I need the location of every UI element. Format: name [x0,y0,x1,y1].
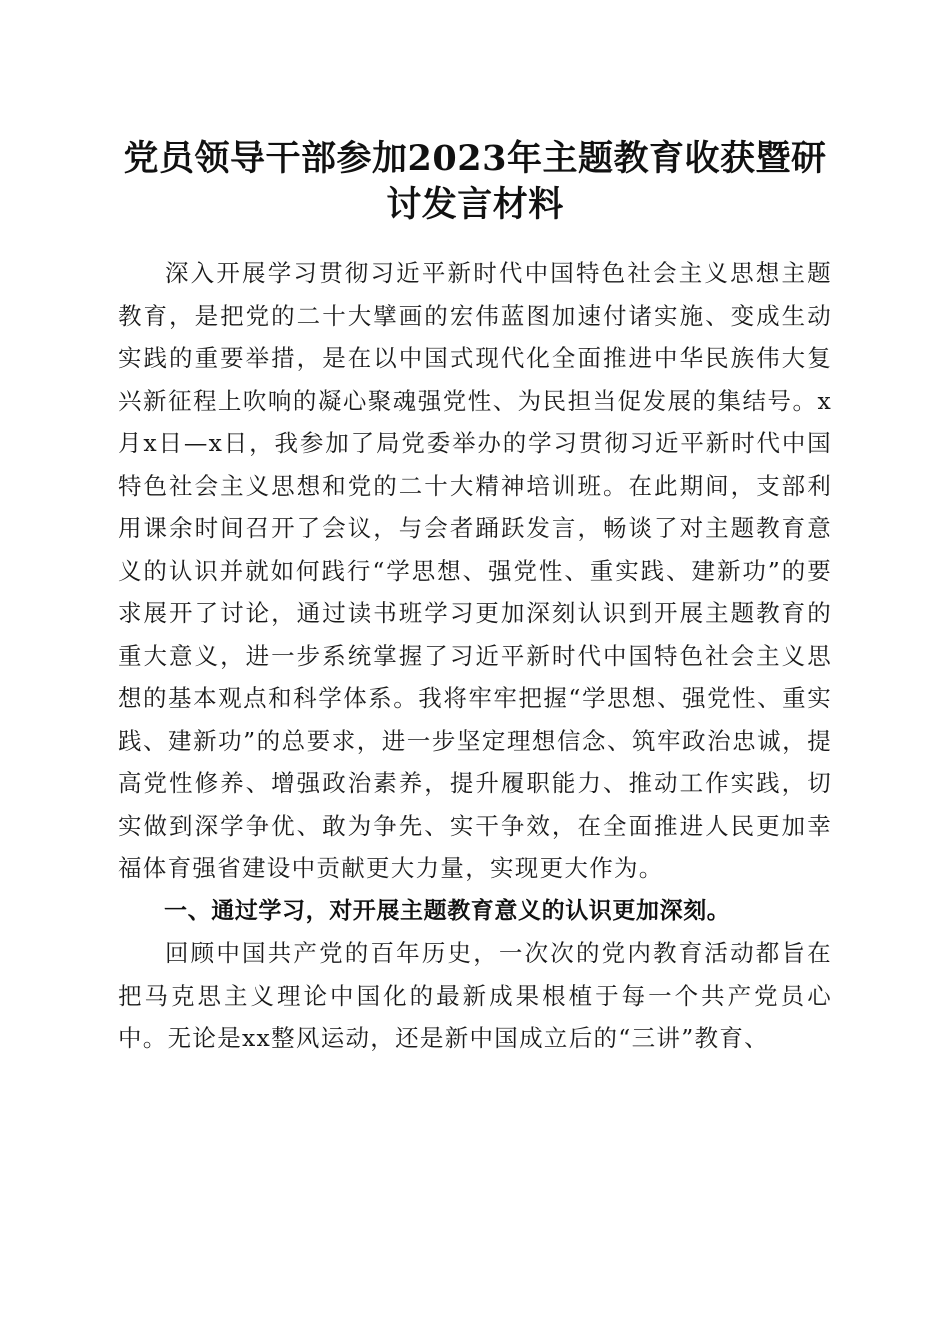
document-title: 党员领导干部参加2023年主题教育收获暨研讨发言材料 [123,138,827,225]
section-paragraph: 回顾中国共产党的百年历史，一次次的党内教育活动都旨在把马克思主义理论中国化的最新成果根植于每一个共产党员心中。无论是xx整风运动，还是新中国成立后的“三讲”教育、 [118,939,832,1052]
document-body [118,252,832,1060]
section-heading: 一、通过学习，对开展主题教育意义的认识更加深刻。 [164,897,731,924]
intro-paragraph: 深入开展学习贯彻习近平新时代中国特色社会主义思想主题教育，是把党的二十大擘画的宏伟蓝图加速付诸实施、变成生动实践的重要举措，是在以中国式现代化全面推进中华民族伟大复兴新征程上吹响的凝心聚魂强党性、为民担当促发展的集结号。x月x日—x日，我参加了局党委举办的学习贯彻习近平新时代中国特色社会主义思想和党的二十大精神培训班。在此期间，支部利用课余时间召开了会议，与会者踊跃发言，畅谈了对主题教育意义的认识并就如何践行“学思想、强党性、重实践、建新功”的要求展开了讨论，通过读书班学习更加深刻认识到开展主题教育的重大意义，进一步系统掌握了习近平新时代中国特色社会主义思想的基本观点和科学体系。我将牢牢把握“学思想、强党性、重实践、建新功”的总要求，进一步坚定理想信念、筑牢政治忠诚，提高党性修养、增强政治素养，提升履职能力、推动工作实践，切实做到深学争优、敢为争先、实干争效，在全面推进人民更加幸福体育强省建设中贡献更大力量，实现更大作为。 [118,259,832,882]
